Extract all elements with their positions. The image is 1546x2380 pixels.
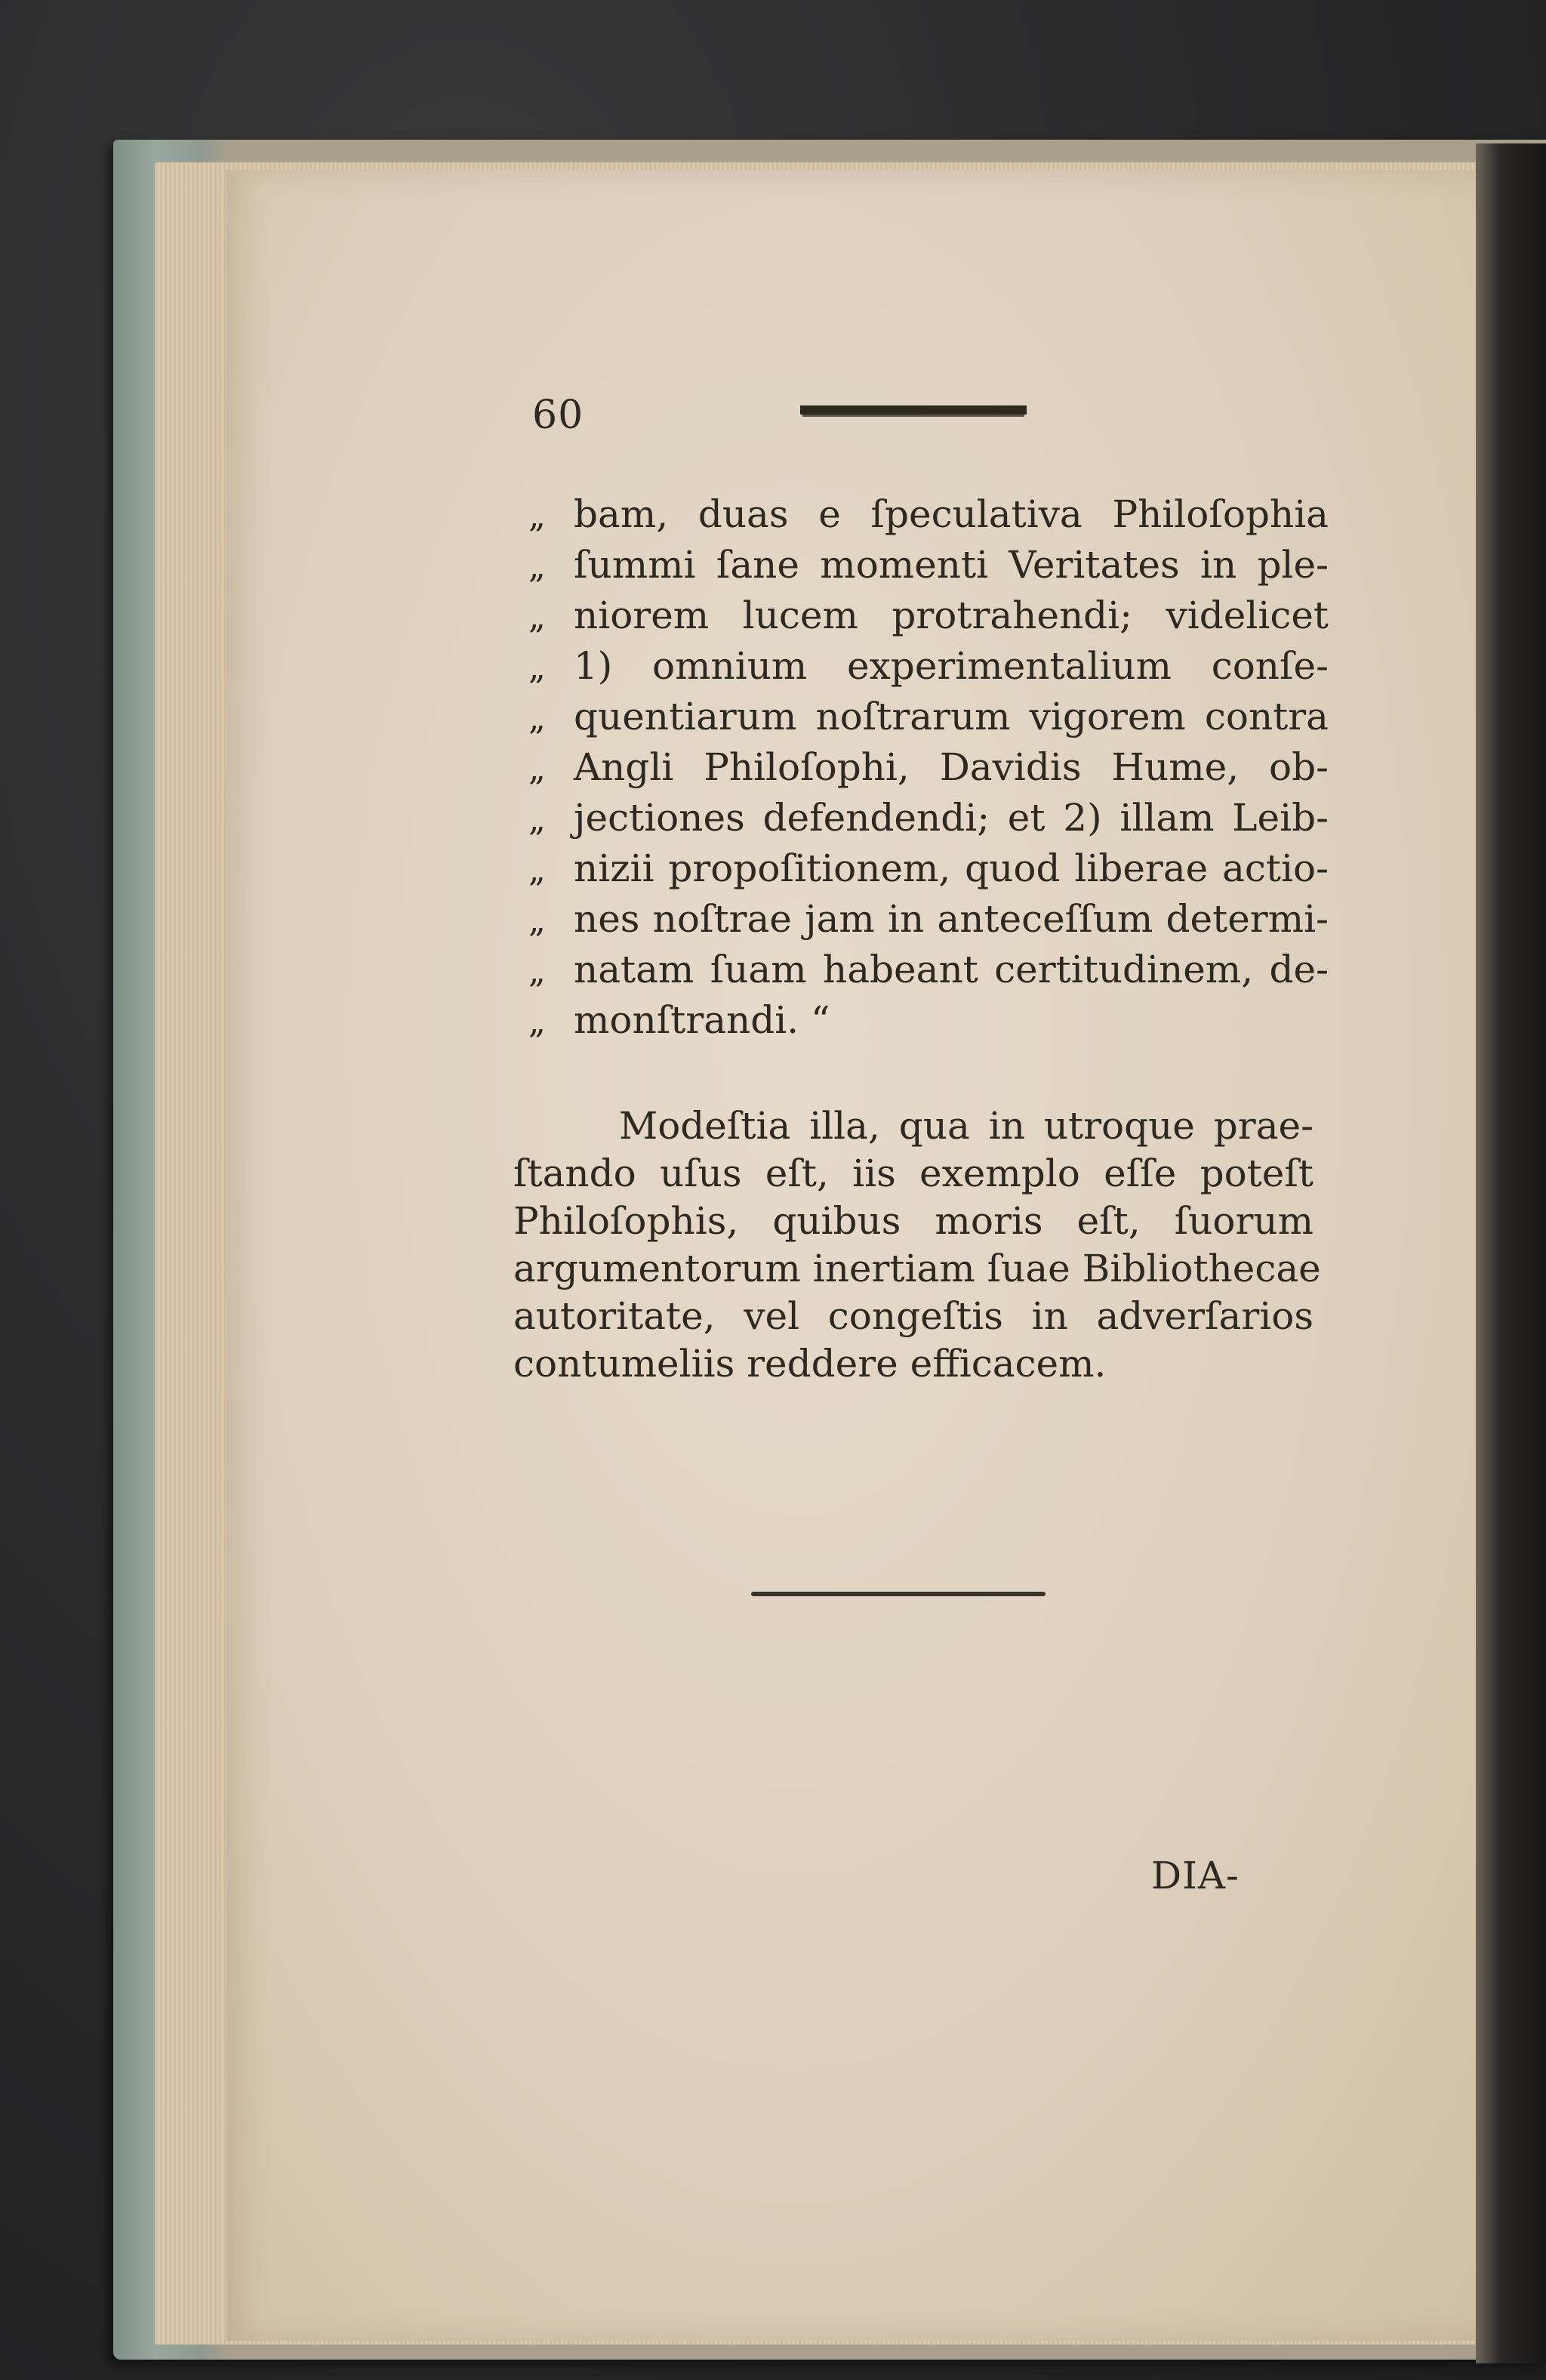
- catchword: DIA-: [1151, 1854, 1240, 1898]
- closing-rule: [751, 1592, 1046, 1596]
- quotation-block: [528, 489, 1329, 1046]
- quote-line-text: ſummi ſane momenti Veritates in ple-: [574, 543, 1329, 587]
- quote-mark: „: [528, 952, 546, 991]
- quote-line: [528, 793, 1329, 843]
- paragraph-line: ſtando uſus eſt, iis exemplo eſſe poteſt: [513, 1151, 1313, 1195]
- quote-line: [528, 641, 1329, 692]
- quote-mark: „: [528, 851, 546, 889]
- quote-line-text: quentiarum noſtrarum vigorem contra: [574, 695, 1329, 738]
- quote-line: [528, 894, 1329, 945]
- quote-line: [528, 489, 1329, 540]
- quote-line-text: Angli Philoſophi, Davidis Hume, ob-: [574, 745, 1329, 789]
- paragraph-line: autoritate, vel congeſtis in adverſarios: [513, 1294, 1313, 1338]
- quote-mark: „: [528, 649, 546, 687]
- quote-mark: „: [528, 598, 546, 637]
- quote-line: [528, 692, 1329, 742]
- page-number: 60: [532, 393, 584, 438]
- quote-line: [528, 540, 1329, 590]
- quote-line-text: nes noſtrae jam in anteceſſum determi-: [574, 897, 1329, 941]
- quote-line-text: 1) omnium experimentalium conſe-: [574, 644, 1329, 688]
- paragraph-line: Modeſtia illa, qua in utroque prae-: [619, 1104, 1313, 1148]
- quote-mark: „: [528, 547, 546, 586]
- quote-line-text: niorem lucem protrahendi; videlicet: [574, 593, 1329, 637]
- quote-mark: „: [528, 699, 546, 738]
- body-paragraph: [513, 1102, 1321, 1388]
- header-rule: [800, 405, 1027, 415]
- quote-line-text: natam ſuam habeant certitudinem, de-: [574, 948, 1329, 991]
- quote-line-text: nizii propoſitionem, quod liberae actio-: [574, 846, 1329, 890]
- quote-line-text: bam, duas e ſpeculativa Philoſophia: [574, 492, 1329, 536]
- paragraph-line: contumeliis reddere efficacem.: [513, 1342, 1107, 1386]
- quote-line: [528, 945, 1329, 995]
- paragraph-line: argumentorum inertiam ſuae Bibliothecae: [513, 1247, 1321, 1290]
- quote-line: [528, 843, 1329, 894]
- quote-line: [528, 590, 1329, 641]
- quote-line-text: monſtrandi. “: [574, 998, 830, 1042]
- quote-line: [528, 742, 1329, 793]
- paragraph-line: Philoſophis, quibus moris eſt, ſuorum: [513, 1199, 1313, 1243]
- quote-mark: „: [528, 497, 546, 535]
- quote-mark: „: [528, 1003, 546, 1041]
- quote-line-text: jectiones defendendi; et 2) illam Leib-: [574, 796, 1329, 840]
- quote-line: [528, 995, 1329, 1046]
- quote-mark: „: [528, 750, 546, 788]
- quote-mark: „: [528, 902, 546, 940]
- quote-mark: „: [528, 800, 546, 839]
